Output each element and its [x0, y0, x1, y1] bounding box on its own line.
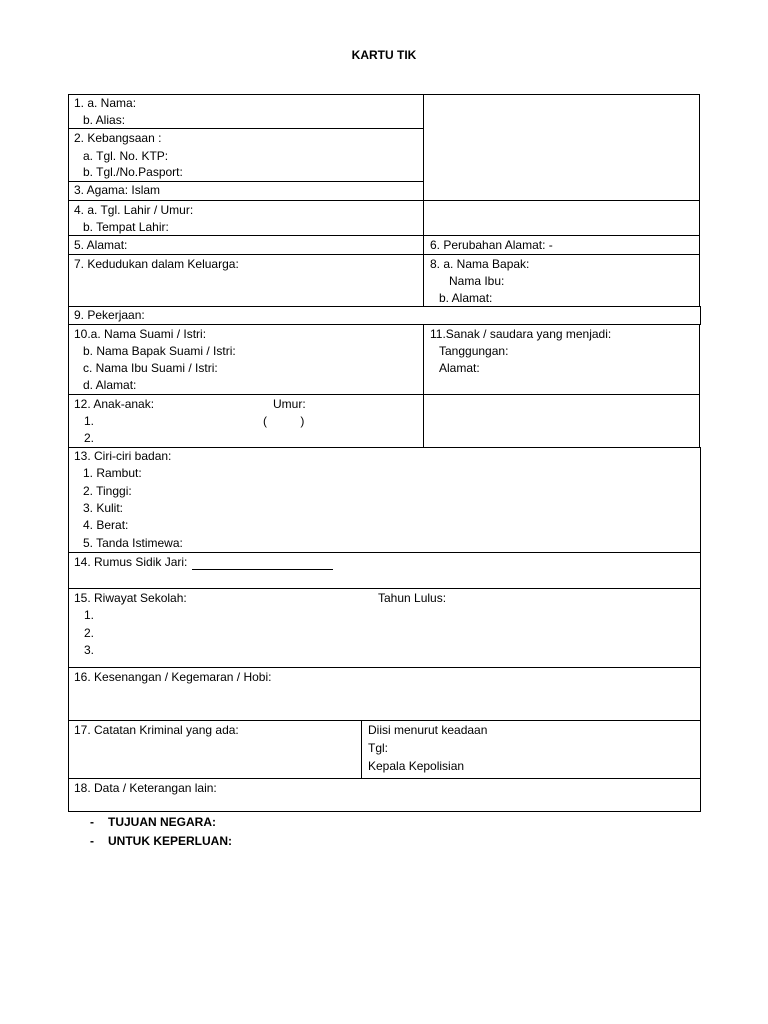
field-16-label: 16. Kesenangan / Kegemaran / Hobi: [74, 670, 272, 684]
field-17-diisi-label: Diisi menurut keadaan [368, 723, 488, 737]
rumus-sidik-jari-line [192, 569, 333, 570]
field-12-label: 12. Anak-anak: [74, 397, 155, 411]
field-18-label: 18. Data / Keterangan lain: [74, 781, 217, 795]
field-8b-label: b. Alamat: [439, 291, 493, 305]
field-13-tinggi: 2. Tinggi: [83, 484, 132, 498]
field-1b-label: b. Alias: [83, 113, 126, 127]
field-15-item-3: 3. [84, 643, 95, 657]
field-12-item-1: 1. [84, 414, 95, 428]
field-9-cell [68, 306, 701, 325]
field-1a-label: 1. a. Nama: [74, 96, 137, 110]
field-13-kulit: 3. Kulit: [83, 501, 124, 515]
field-4-cell [68, 200, 424, 236]
field-12-age-parens: ( ) [263, 414, 305, 428]
field-8a-label: 8. a. Nama Bapak: [430, 257, 530, 271]
field-10c-label: c. Nama Ibu Suami / Istri: [83, 361, 218, 375]
field-4b-label: b. Tempat Lahir: [83, 220, 169, 234]
field-7-cell [68, 254, 424, 307]
field-15-item-1: 1. [84, 608, 95, 622]
field-9-label: 9. Pekerjaan: [74, 308, 145, 322]
field-12-cell [68, 394, 424, 448]
field-8-ibu-label: Nama Ibu: [449, 274, 505, 288]
field-10d-label: d. Alamat: [83, 378, 137, 392]
field-8-cell [423, 254, 700, 307]
field-13-tanda-istimewa: 5. Tanda Istimewa: [83, 536, 183, 550]
field-16-cell [68, 667, 701, 721]
field-14-label: 14. Rumus Sidik Jari: [74, 555, 188, 569]
field-15-cell [68, 588, 701, 668]
field-15-item-2: 2. [84, 626, 95, 640]
field-2-label: 2. Kebangsaan : [74, 131, 162, 145]
field-13-berat: 4. Berat: [83, 518, 129, 532]
field-2b-label: b. Tgl./No.Pasport: [83, 165, 183, 179]
field-12-right-cell [423, 394, 700, 448]
field-1-cell [68, 94, 424, 129]
field-11-alamat-label: Alamat: [439, 361, 480, 375]
field-15-tahun-lulus-label: Tahun Lulus: [378, 591, 447, 605]
field-11-label: 11.Sanak / saudara yang menjadi: [430, 327, 612, 341]
field-12-umur-label: Umur: [273, 397, 306, 411]
field-2-cell [68, 128, 424, 182]
field-15-label: 15. Riwayat Sekolah: [74, 591, 187, 605]
field-5-cell [68, 235, 424, 255]
field-13-cell [68, 447, 701, 553]
field-3-label: 3. Agama: Islam [74, 183, 161, 197]
field-6-label: 6. Perubahan Alamat: - [430, 238, 553, 252]
field-11-tanggungan-label: Tanggungan: [439, 344, 509, 358]
field-7-label: 7. Kedudukan dalam Keluarga: [74, 257, 239, 271]
field-17-cell [68, 720, 362, 779]
field-4-right-cell [423, 200, 700, 236]
field-6-cell [423, 235, 700, 255]
field-10-cell [68, 324, 424, 395]
field-10b-label: b. Nama Bapak Suami / Istri: [83, 344, 236, 358]
footer-dash-1: - [90, 815, 94, 829]
field-17-kepala-label: Kepala Kepolisian [368, 759, 465, 773]
field-13-label: 13. Ciri-ciri badan: [74, 449, 172, 463]
field-10a-label: 10.a. Nama Suami / Istri: [74, 327, 207, 341]
form-title: KARTU TIK [351, 48, 417, 62]
field-14-cell [68, 552, 701, 589]
footer-untuk-keperluan: UNTUK KEPERLUAN: [108, 834, 232, 848]
footer-tujuan-negara: TUJUAN NEGARA: [108, 815, 216, 829]
field-17-label: 17. Catatan Kriminal yang ada: [74, 723, 239, 737]
field-11-cell [423, 324, 700, 395]
field-2a-label: a. Tgl. No. KTP: [83, 149, 169, 163]
field-17-tgl-label: Tgl: [368, 741, 389, 755]
field-5-label: 5. Alamat: [74, 238, 128, 252]
photo-box [423, 94, 700, 201]
field-3-cell [68, 181, 424, 201]
field-18-cell [68, 778, 701, 812]
field-13-rambut: 1. Rambut: [83, 466, 142, 480]
field-4a-label: 4. a. Tgl. Lahir / Umur: [74, 203, 194, 217]
field-12-item-2: 2. [84, 431, 95, 445]
footer-dash-2: - [90, 834, 94, 848]
field-17-right-cell [361, 720, 701, 779]
